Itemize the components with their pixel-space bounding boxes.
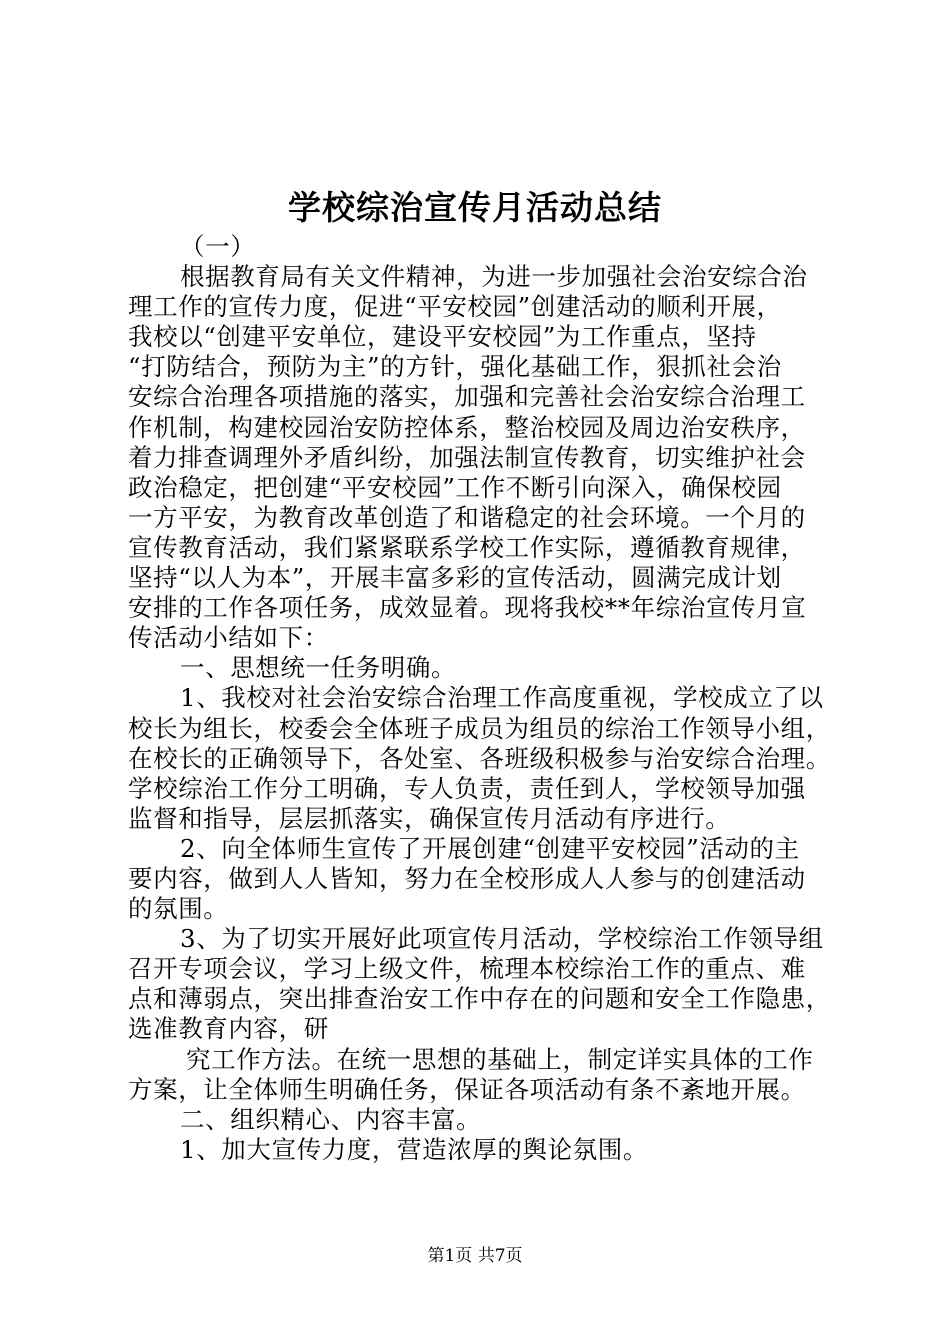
paragraph-line: 3、为了切实开展好此项宣传月活动，学校综治工作领导组 (180, 924, 824, 954)
paragraph-line: 1、加大宣传力度，营造浓厚的舆论氛围。 (180, 1134, 648, 1164)
paragraph-line: 宣传教育活动，我们紧紧联系学校工作实际，遵循教育规律， (128, 532, 806, 562)
paragraph-line: 理工作的宣传力度，促进“平安校园”创建活动的顺利开展， (128, 292, 782, 322)
document-body (128, 232, 831, 1165)
paragraph-line: 着力排查调理外矛盾纠纷，加强法制宣传教育，切实维护社会 (128, 442, 806, 472)
paragraph-line: 方案，让全体师生明确任务，保证各项活动有条不紊地开展。 (128, 1074, 806, 1104)
paragraph-line: 我校以“创建平安单位，建设平安校园”为工作重点，坚持 (128, 322, 757, 352)
paragraph-line: 召开专项会议，学习上级文件，梳理本校综治工作的重点、难 (128, 954, 806, 984)
section-heading: 二、组织精心、内容丰富。 (180, 1104, 482, 1134)
paragraph-line: 1、我校对社会治安综合治理工作高度重视，学校成立了以 (180, 683, 824, 713)
paragraph-line: 2、向全体师生宣传了开展创建“创建平安校园”活动的主 (180, 833, 800, 863)
paragraph-line: 校长为组长，校委会全体班子成员为组员的综治工作领导小组， (128, 713, 831, 743)
section-heading: 一、思想统一任务明确。 (180, 653, 457, 683)
document-title: 学校综治宣传月活动总结 (288, 188, 662, 227)
paragraph-line: “打防结合，预防为主”的方针，强化基础工作，狠抓社会治 (128, 352, 782, 382)
paragraph-line: 安综合治理各项措施的落实，加强和完善社会治安综合治理工 (128, 382, 806, 412)
paragraph-line: 点和薄弱点，突出排查治安工作中存在的问题和安全工作隐患， (128, 984, 831, 1014)
paragraph-line: 选准教育内容，研 (128, 1014, 329, 1044)
paragraph-line: 传活动小结如下： (128, 623, 329, 653)
page-number-footer: 第1页 共7页 (427, 1246, 523, 1266)
paragraph-line: 监督和指导，层层抓落实，确保宣传月活动有序进行。 (128, 803, 731, 833)
paragraph-line: 一方平安，为教育改革创造了和谐稳定的社会环境。一个月的 (128, 502, 806, 532)
paragraph-line: 坚持“以人为本”，开展丰富多彩的宣传活动，圆满完成计划 (128, 563, 782, 593)
paragraph-line: 学校综治工作分工明确，专人负责，责任到人，学校领导加强 (128, 773, 806, 803)
paragraph-line: 在校长的正确领导下，各处室、各班级积极参与治安综合治理。 (128, 743, 831, 773)
paragraph-line: 要内容，做到人人皆知，努力在全校形成人人参与的创建活动 (128, 863, 806, 893)
paragraph-line: 安排的工作各项任务，成效显着。现将我校**年综治宣传月宣 (128, 593, 807, 623)
section-marker: （一） (180, 232, 256, 261)
paragraph-line: 政治稳定，把创建“平安校园”工作不断引向深入，确保校园 (128, 472, 782, 502)
paragraph-line: 根据教育局有关文件精神，为进一步加强社会治安综合治 (180, 262, 808, 292)
paragraph-line: 究工作方法。在统一思想的基础上，制定详实具体的工作 (186, 1044, 814, 1074)
paragraph-line: 的氛围。 (128, 894, 229, 924)
paragraph-line: 作机制，构建校园治安防控体系，整治校园及周边治安秩序， (128, 412, 806, 442)
